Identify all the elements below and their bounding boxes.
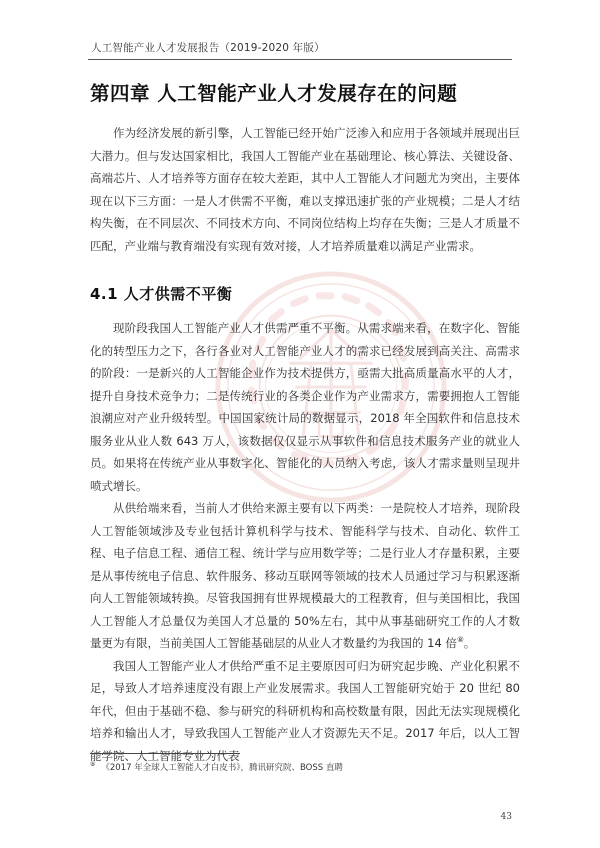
footnote-divider (90, 753, 240, 754)
section-body (90, 317, 520, 767)
intro-paragraph: 作为经济发展的新引擎，人工智能已经开始广泛渗入和应用于各领域并展现出巨大潜力。但与发达国家相比，我国人工智能产业在基础理论、核心算法、关键设备、高端芯片、人才培养等方面存在较大差距，其中人工智能人才问题尤为突出，主要体现在以下三方面：一是人才供需不平衡，难以支撑迅速扩张的产业规模；二是人才结构失衡，在不同层次、不同技术方向、不同岗位结构上均存在失衡；三是人才质量不匹配，产业端与教育端没有实现有效对接，人才培养质量难以满足产业需求。 (90, 126, 520, 253)
chapter-title: 第四章 人工智能产业人才发展存在的问题 (90, 82, 458, 105)
section-title: 4.1 人才供需不平衡 (90, 285, 233, 303)
paragraph-demand: 现阶段我国人工智能产业人才供需严重不平衡。从需求端来看，在数字化、智能化的转型压力之下，各行各业对人工智能产业人才的需求已经发展到高关注、高需求的阶段：一是新兴的人工智能企业作为技术提供方，亟需大批高质量高水平的人才，提升自身技术竞争力；二是传统行业的各类企业作为产业需求方，需要拥抱人工智能浪潮应对产业升级转型。中国国家统计局的数据显示，2018 年全国软件和信息技术服务业从业人数 643 万人，该数据仅仅显示从事软件和信息技术服务产业的就业人员。如果将在传统产业从事数字化、智能化的人员纳入考虑，该人才需求量则呈现井喷式增长。 (90, 321, 520, 493)
page-number: 43 (500, 812, 512, 822)
footnote (90, 761, 343, 773)
intro-section (90, 122, 520, 257)
paragraph-causes: 我国人工智能产业人才供给严重不足主要原因可归为研究起步晚、产业化积累不足，导致人才培养速度没有跟上产业发展需求。我国人工智能研究始于 20 世纪 80 年代，但由于基础不稳、参与研究的科研机构和高校数量有限，因此无法实现规模化培养和输出人才，导致我国人工智能产业人才资源先天不足。2017 年后，以人工智能学院、人工智能专业为代表 (90, 658, 520, 763)
running-header: 人工智能产业人才发展报告（2019-2020 年版） (91, 42, 325, 54)
footnote-reference[interactable]: ⑧ (456, 635, 464, 645)
header-divider (88, 59, 512, 60)
paragraph-supply-text: 从供给端来看，当前人才供给来源主要有以下两类：一是院校人才培养，现阶段人工智能领域涉及专业包括计算机科学与技术、智能科学与技术、自动化、软件工程、电子信息工程、通信工程、统计学与应用数学等；二是行业人才存量积累，主要是从事传统电子信息、软件服务、移动互联网等领域的技术人员通过学习与积累逐渐向人工智能领域转换。尽管我国拥有世界规模最大的工程教育，但与美国相比，我国人工智能人才总量仅为美国人才总量的 50%左右，其中从事基础研究工作的人才数量更为有限，当前美国人工智能基础层的从业人才数量约为我国的 14 倍 (90, 501, 520, 650)
paragraph-supply: 从供给端来看，当前人才供给来源主要有以下两类：一是院校人才培养，现阶段人工智能领域涉及专业包括计算机科学与技术、智能科学与技术、自动化、软件工程、电子信息工程、通信工程、统计学与应用数学等；二是行业人才存量积累，主要是从事传统电子信息、软件服务、移动互联网等领域的技术人员通过学习与积累逐渐向人工智能领域转换。尽管我国拥有世界规模最大的工程教育，但与美国相比，我国人工智能人才总量仅为美国人才总量的 50%左右，其中从事基础研究工作的人才数量更为有限，当前美国人工智能基础层的从业人才数量约为我国的 14 倍⑧。 (90, 501, 520, 650)
footnote-text: 《2017 年全球人工智能人才白皮书》，腾讯研究院、BOSS 直聘 (101, 763, 343, 773)
footnote-marker: ⑧ (90, 761, 96, 769)
